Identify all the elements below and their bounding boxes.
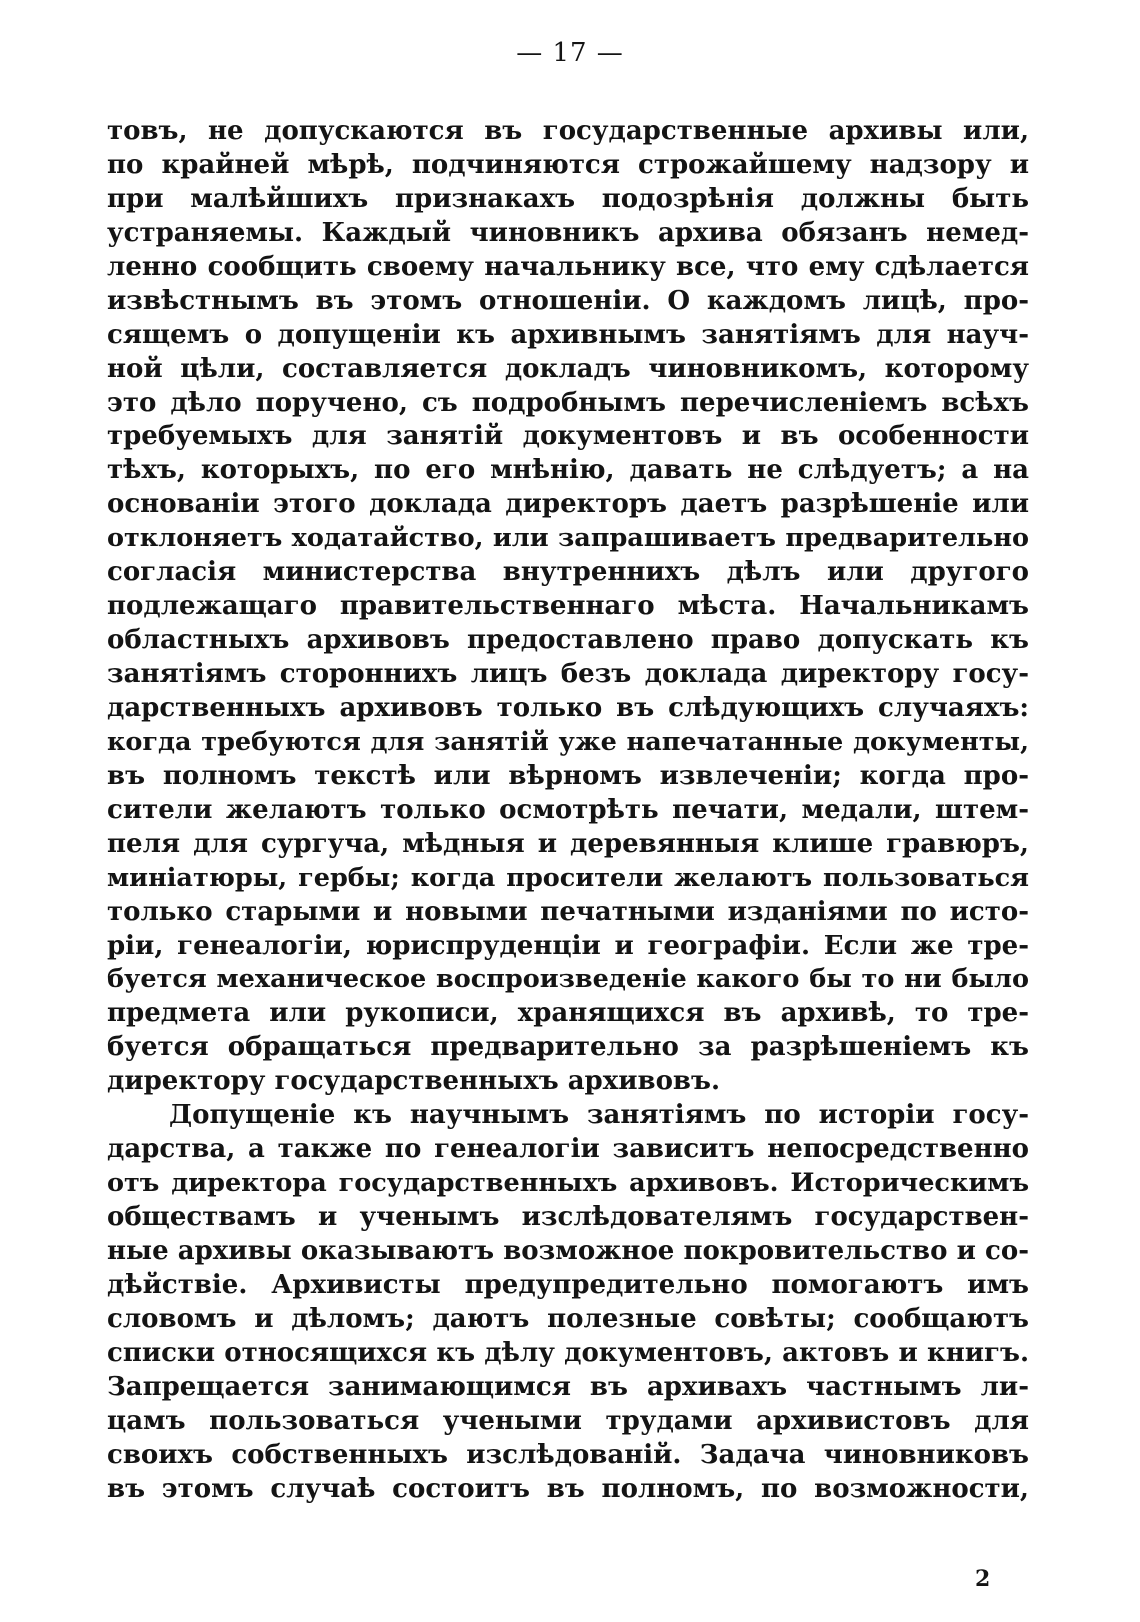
text-line: буется механическое воспроизведеніе какого бы то ни было [107,964,1029,995]
text-line: въ полномъ текстѣ или вѣрномъ извлеченіи; когда про- [107,760,1029,791]
paragraph-2 [107,1099,1029,1506]
body-text [107,115,1029,1506]
text-line: отклоняетъ ходатайство, или запрашиваетъ предварительно [107,523,1029,554]
text-line: директору государственныхъ архивовъ. [107,1066,720,1097]
text-line: при малѣйшихъ признакахъ подозрѣнія должны быть [107,183,1029,214]
text-line: только старыми и новыми печатными изданіями по исто- [107,896,1029,927]
text-line: занятіямъ стороннихъ лицъ безъ доклада директору госу- [107,659,1029,689]
text-line: ные архивы оказываютъ возможное покровительство и со- [107,1235,1029,1266]
text-line: дѣйствіе. Архивисты предупредительно помогаютъ имъ [107,1269,1029,1300]
text-line: предмета или рукописи, хранящихся въ архивѣ, то тре- [107,998,1029,1029]
signature-mark: 2 [975,1566,991,1592]
text-line: согласія министерства внутреннихъ дѣлъ или другого [107,557,1029,588]
page-number: — 17 — [516,38,624,68]
text-line: цамъ пользоваться учеными трудами архивистовъ для [107,1405,1029,1436]
text-line: пеля для сургуча, мѣдныя и деревянныя клише гравюръ, [107,828,1029,859]
text-line: обществамъ и ученымъ изслѣдователямъ государствен- [107,1202,1029,1232]
text-line: сители желаютъ только осмотрѣть печати, медали, штем- [107,794,1029,825]
text-line: миніатюры, гербы; когда просители желаютъ пользоваться [107,862,1029,893]
text-line: требуемыхъ для занятій документовъ и въ особенности [107,421,1029,452]
text-line: дарства, а также по генеалогіи зависитъ непосредственно [107,1134,1029,1165]
text-line: товъ, не допускаются въ государственные архивы или, [107,116,1029,146]
text-line: подлежащаго правительственнаго мѣста. Начальникамъ [107,591,1029,622]
text-line: въ этомъ случаѣ состоитъ въ полномъ, по возможности, [107,1473,1029,1504]
text-line: сящемъ о допущеніи къ архивнымъ занятіямъ для науч- [107,319,1029,350]
text-line: тѣхъ, которыхъ, по его мнѣнію, давать не слѣдуетъ; а на [107,455,1029,486]
text-line: ленно сообщить своему начальнику все, что ему сдѣлается [107,251,1029,282]
text-line: основаніи этого доклада директоръ даетъ разрѣшеніе или [107,489,1029,520]
text-line: словомъ и дѣломъ; даютъ полезные совѣты; сообщаютъ [107,1303,1029,1334]
text-line: по крайней мѣрѣ, подчиняются строжайшему надзору и [107,149,1029,180]
text-line: списки относящихся къ дѣлу документовъ, актовъ и книгъ. [107,1337,1029,1368]
paragraph-1 [107,115,1029,1099]
text-line: отъ директора государственныхъ архивовъ. Историческимъ [107,1168,1029,1199]
text-line: своихъ собственныхъ изслѣдованій. Задача чиновниковъ [107,1439,1029,1470]
text-line: ной цѣли, составляется докладъ чиновникомъ, которому [107,353,1029,384]
text-line: областныхъ архивовъ предоставлено право допускать къ [107,625,1029,656]
text-line: буется обращаться предварительно за разрѣшеніемъ къ [107,1032,1029,1063]
text-line: Допущеніе къ научнымъ занятіямъ по исторіи госу- [169,1100,1029,1131]
text-line: извѣстнымъ въ этомъ отношеніи. О каждомъ лицѣ, про- [107,285,1029,316]
text-line: дарственныхъ архивовъ только въ слѣдующихъ случаяхъ: [107,692,1029,723]
text-line: ріи, генеалогіи, юриспруденціи и географіи. Если же тре- [107,930,1029,961]
text-line: устраняемы. Каждый чиновникъ архива обязанъ немед- [107,217,1029,248]
text-line: Запрещается занимающимся въ архивахъ частнымъ ли- [107,1371,1029,1402]
text-line: это дѣло поручено, съ подробнымъ перечисленіемъ всѣхъ [107,387,1029,418]
text-line: когда требуются для занятій уже напечатанные документы, [107,726,1029,757]
